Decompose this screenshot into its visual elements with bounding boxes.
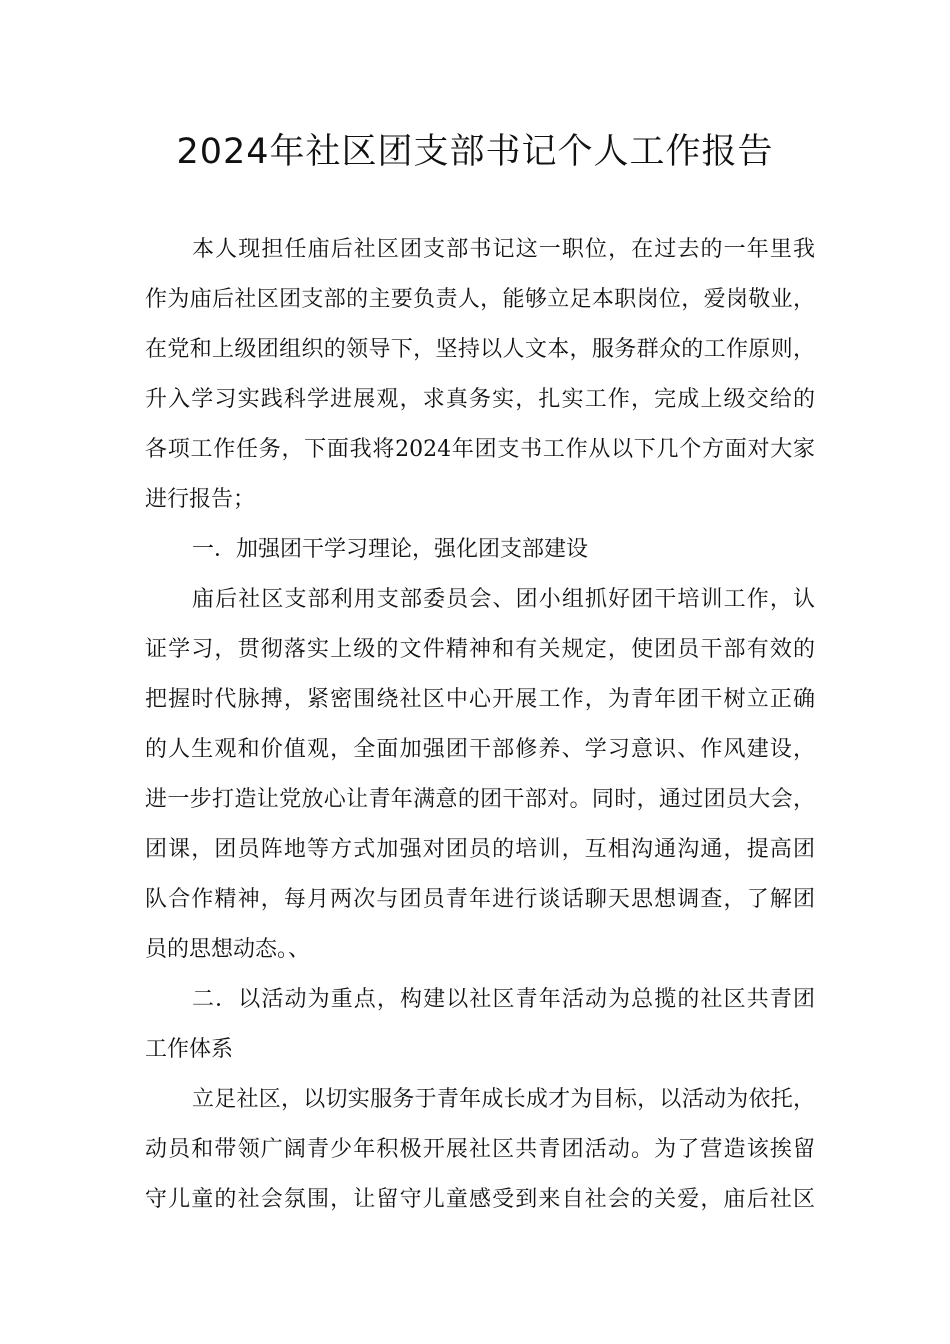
paragraph-line: 作为庙后社区团支部的主要负责人，能够立足本职岗位，爱岗敬业， <box>145 287 815 312</box>
paragraph-line: 庙后社区支部利用支部委员会、团小组抓好团干培训工作，认 <box>192 587 815 612</box>
paragraph-line: 各项工作任务，下面我将2024年团支书工作从以下几个方面对大家 <box>145 437 815 462</box>
paragraph-line: 团课，团员阵地等方式加强对团员的培训，互相沟通沟通，提高团 <box>145 837 815 862</box>
paragraph-line: 升入学习实践科学进展观，求真务实，扎实工作，完成上级交给的 <box>145 387 815 412</box>
paragraph-line: 在党和上级团组织的领导下，坚持以人文本，服务群众的工作原则， <box>145 337 815 362</box>
paragraph-line: 进行报告； <box>145 487 256 512</box>
paragraph-line: 进一步打造让党放心让青年满意的团干部对。同时，通过团员大会， <box>145 787 815 812</box>
paragraph-line: 证学习，贯彻落实上级的文件精神和有关规定，使团员干部有效的 <box>145 637 815 662</box>
section-heading: 工作体系 <box>145 1037 234 1062</box>
paragraph-line: 把握时代脉搏，紧密围绕社区中心开展工作，为青年团干树立正确 <box>145 687 815 712</box>
paragraph-line: 队合作精神，每月两次与团员青年进行谈话聊天思想调查，了解团 <box>145 887 815 912</box>
paragraph-line: 动员和带领广阔青少年积极开展社区共青团活动。为了营造该挨留 <box>145 1137 815 1162</box>
section-heading: 二．以活动为重点，构建以社区青年活动为总揽的社区共青团 <box>192 987 815 1012</box>
paragraph-line: 本人现担任庙后社区团支部书记这一职位，在过去的一年里我 <box>192 237 815 262</box>
paragraph-line: 守儿童的社会氛围，让留守儿童感受到来自社会的关爱，庙后社区 <box>145 1187 815 1212</box>
paragraph-line: 的人生观和价值观，全面加强团干部修养、学习意识、作风建设， <box>145 737 815 762</box>
paragraph-line: 立足社区，以切实服务于青年成长成才为目标，以活动为依托， <box>192 1087 815 1112</box>
paragraph-line: 员的思想动态。、 <box>145 937 311 962</box>
document-title: 2024年社区团支部书记个人工作报告 <box>176 132 774 172</box>
section-heading: 一．加强团干学习理论，强化团支部建设 <box>192 537 589 562</box>
